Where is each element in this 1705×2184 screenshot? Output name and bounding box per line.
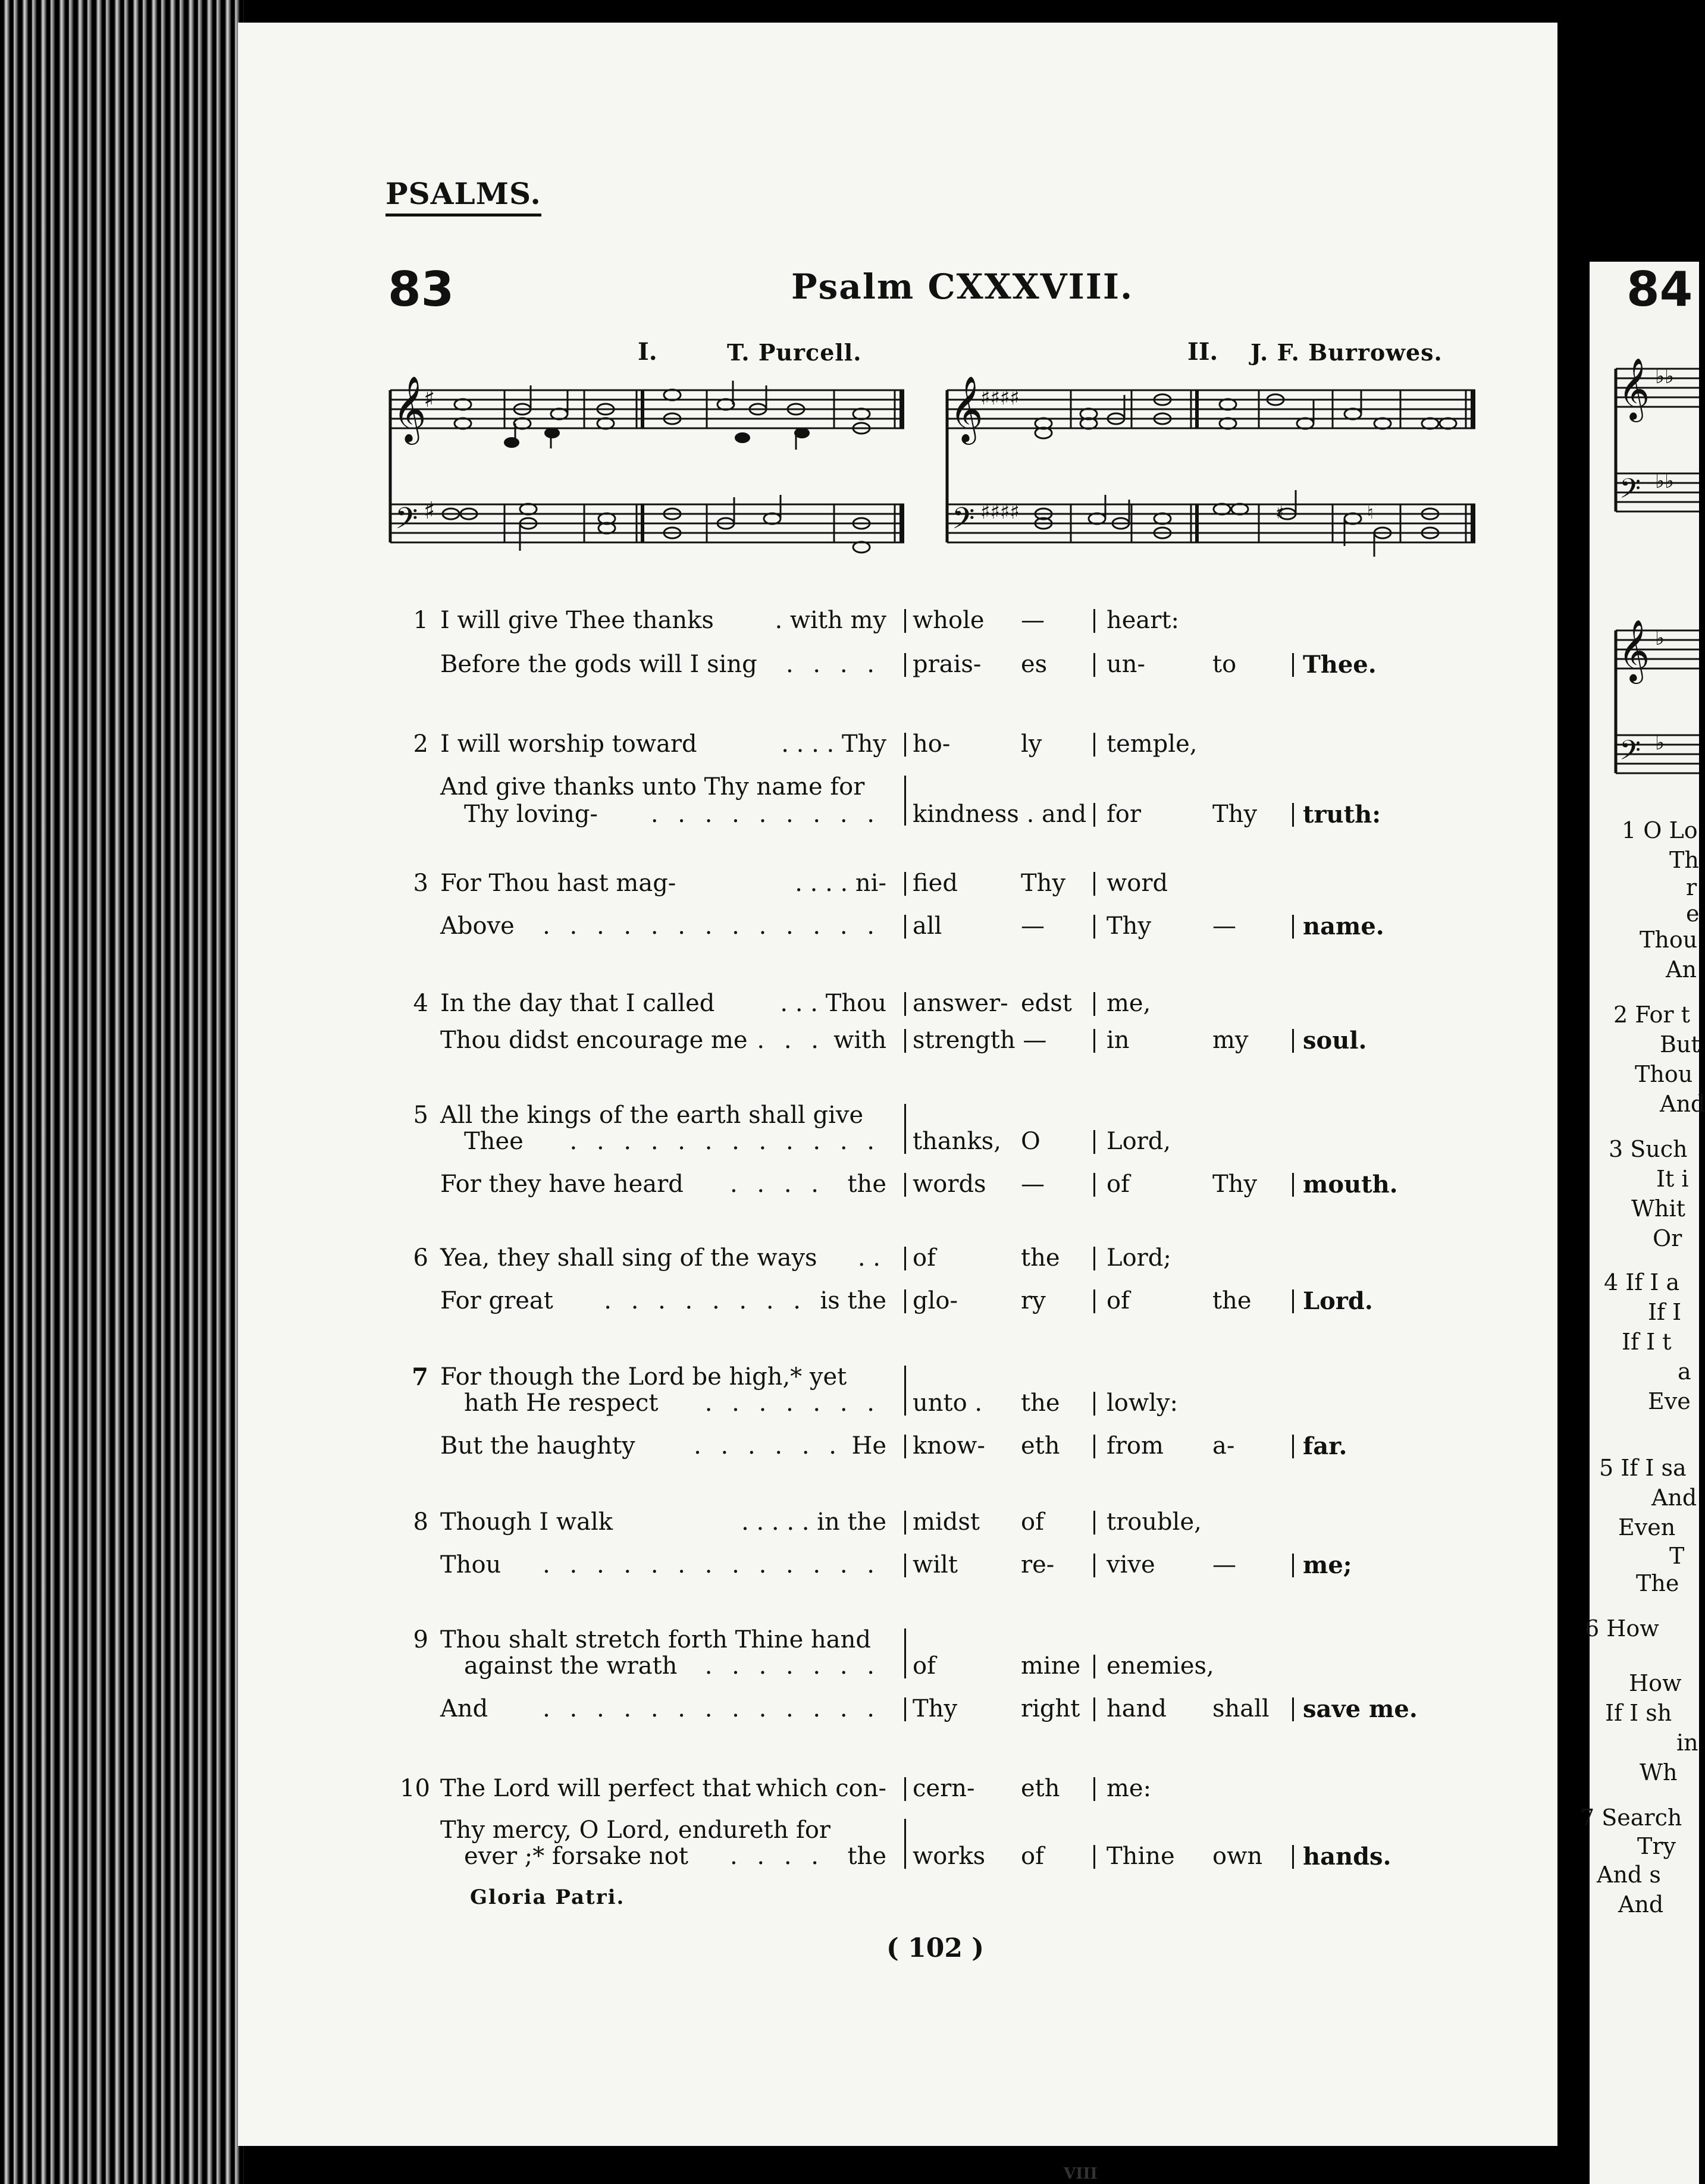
verse-col-4: to (1212, 651, 1237, 678)
tune-composer-1: T. Purcell. (727, 339, 862, 366)
right-text-line: Thou (1640, 927, 1698, 953)
svg-text:♯: ♯ (1275, 503, 1284, 523)
right-text-line: 7 Search (1580, 1805, 1682, 1831)
right-text-line: But (1660, 1031, 1700, 1058)
verse-line-lead: Though I walk (440, 1508, 613, 1536)
verse-col-3: from (1107, 1432, 1164, 1460)
musical-score-tune-1 (385, 375, 909, 575)
verse-col-3: word (1107, 870, 1168, 897)
verse-line-pretone: . . . . Thy (781, 730, 886, 758)
verse-number: 7 (412, 1363, 428, 1391)
svg-text:♮: ♮ (1367, 503, 1374, 523)
page-folio: ( 102 ) (886, 1933, 985, 1963)
verse-col-3: trouble, (1107, 1508, 1202, 1536)
verse-line-lead: against the wrath (464, 1652, 678, 1680)
svg-text:𝄞: 𝄞 (949, 375, 983, 442)
verse-line-dots: . . . . (785, 651, 880, 678)
verse-line-pretone: . . . Thou (780, 990, 886, 1017)
verse-col-1: strength — (913, 1027, 1047, 1054)
verse-col-2: of (1021, 1843, 1044, 1870)
verse-line-lead: For great (440, 1287, 553, 1314)
verse-line-lead: I will give Thee thanks (440, 607, 714, 634)
verse-col-2: es (1021, 651, 1048, 678)
right-text-line: Try (1637, 1833, 1676, 1859)
verse-col-5: Thee. (1303, 651, 1377, 679)
svg-text:♯♯♯♯: ♯♯♯♯ (980, 386, 1020, 410)
verse-col-3: enemies, (1107, 1652, 1214, 1680)
verse-col-1: of (913, 1652, 936, 1680)
right-text-line: Wh (1640, 1759, 1678, 1786)
verse-line-lead: But the haughty (440, 1432, 635, 1460)
verse-col-2: O (1021, 1128, 1040, 1155)
right-text-line: How (1629, 1670, 1682, 1696)
right-text-line: 1 O Lo (1622, 817, 1698, 843)
verse-col-2: the (1021, 1244, 1060, 1272)
verse-line-pretone: is the (820, 1287, 886, 1314)
right-text-line: Or (1653, 1225, 1682, 1251)
verse-col-1: know- (913, 1432, 985, 1460)
verse-line-overflow: All the kings of the earth shall give (440, 1102, 864, 1129)
right-text-line: It i (1656, 1166, 1689, 1192)
verse-line-pretone: with (833, 1027, 886, 1054)
verse-line-dots: . . . . (729, 1843, 825, 1870)
verse-line-pretone: . . . . ni- (795, 870, 886, 897)
verse-line-pretone: . . . . . in the (741, 1508, 886, 1536)
verse-col-4: a- (1212, 1432, 1235, 1460)
musical-score-tune-2 (942, 375, 1481, 575)
verse-col-5: me; (1303, 1551, 1352, 1579)
verse-col-3: Lord, (1107, 1128, 1171, 1155)
svg-text:𝄢: 𝄢 (1619, 473, 1641, 512)
verse-number: 10 (400, 1775, 430, 1802)
tune-numeral-1: I. (638, 338, 657, 366)
verse-col-5: name. (1303, 912, 1384, 940)
right-text-line: And (1618, 1891, 1664, 1918)
verse-number: 1 (413, 607, 428, 634)
right-text-line: 4 If I a (1604, 1269, 1680, 1295)
verse-col-1: thanks, (913, 1128, 1001, 1155)
verse-col-1: fied (913, 870, 958, 897)
verse-col-1: midst (913, 1508, 980, 1536)
verse-col-1: kindness . and (913, 801, 1087, 828)
verse-col-3: un- (1107, 651, 1146, 678)
verse-col-4: — (1212, 1551, 1236, 1579)
svg-text:𝄞: 𝄞 (1618, 619, 1650, 682)
verse-col-2: — (1021, 1171, 1045, 1198)
verse-line-lead: hath He respect (464, 1389, 659, 1417)
verse-line-lead: Thou didst encourage me (440, 1027, 748, 1054)
verse-col-3: heart: (1107, 607, 1179, 634)
verse-number: 8 (413, 1508, 428, 1536)
verse-line-dots: . . . . . . . (704, 1652, 880, 1680)
verse-line-pretone: He (851, 1432, 886, 1460)
verse-line-overflow: Thy mercy, O Lord, endureth for (440, 1816, 831, 1844)
verse-line-pretone: the (847, 1843, 886, 1870)
svg-text:♭♭: ♭♭ (1655, 469, 1675, 493)
verse-col-4: my (1212, 1027, 1249, 1054)
verse-line-dots: . . . . . . . . (604, 1287, 807, 1314)
verse-number: 3 (413, 870, 428, 897)
verse-col-3: me: (1107, 1775, 1152, 1802)
right-text-line: The (1636, 1570, 1679, 1596)
verse-line-pretone: . with my (775, 607, 886, 634)
verse-col-2: — (1021, 912, 1045, 940)
right-text-line: And (1651, 1485, 1697, 1511)
svg-text:𝄢: 𝄢 (1619, 735, 1641, 773)
verse-col-3: temple, (1107, 730, 1198, 758)
svg-text:𝄞: 𝄞 (1618, 357, 1650, 420)
verse-col-2: right (1021, 1695, 1080, 1722)
verse-col-1: glo- (913, 1287, 958, 1314)
psalm-number: 83 (388, 262, 455, 317)
right-psalm-number: 84 (1626, 262, 1693, 317)
right-text-line: Whit (1631, 1195, 1685, 1222)
verse-col-2: edst (1021, 990, 1072, 1017)
verse-line-dots: . . . . . . . . . . . . . (543, 1551, 880, 1579)
verse-col-3: me, (1107, 990, 1151, 1017)
verse-col-3: in (1107, 1027, 1130, 1054)
verse-col-4: Thy (1212, 801, 1258, 828)
verse-line-lead: Before the gods will I sing (440, 651, 757, 678)
verse-col-1: ho- (913, 730, 951, 758)
verse-line-lead: Thee (464, 1128, 524, 1155)
right-musical-score-2 (1613, 619, 1699, 785)
right-text-line: 3 Such (1609, 1136, 1688, 1162)
right-text-line: And (1660, 1091, 1705, 1117)
verse-col-3: of (1107, 1171, 1130, 1198)
verse-number: 6 (413, 1244, 428, 1272)
tune-composer-2: J. F. Burrowes. (1250, 339, 1443, 366)
verse-col-4: Thy (1212, 1171, 1258, 1198)
verse-col-2: the (1021, 1389, 1060, 1417)
verse-col-2: ly (1021, 730, 1042, 758)
verse-line-lead: For Thou hast mag- (440, 870, 676, 897)
verse-number: 2 (413, 730, 428, 758)
verse-line-dots: . . . . . . . . . . . . . (543, 1695, 880, 1722)
svg-text:𝄞: 𝄞 (393, 375, 427, 442)
verse-line-overflow: For though the Lord be high,* yet (440, 1363, 847, 1391)
verse-line-dots: . . . . . . . . . . . . . (543, 912, 880, 940)
right-text-line: If I t (1622, 1329, 1672, 1355)
right-text-line: a (1678, 1358, 1691, 1385)
verse-line-lead: Thy loving- (464, 801, 598, 828)
verse-col-5: save me. (1303, 1695, 1418, 1723)
verse-col-1: whole (913, 607, 985, 634)
verse-col-1: Thy (913, 1695, 958, 1722)
svg-text:𝄢: 𝄢 (952, 501, 975, 543)
verse-col-5: mouth. (1303, 1171, 1398, 1198)
right-text-line: in (1676, 1730, 1698, 1756)
verse-col-2: eth (1021, 1775, 1060, 1802)
right-text-line: Th (1669, 847, 1699, 873)
verse-col-4: — (1212, 912, 1236, 940)
verse-col-2: Thy (1021, 870, 1066, 897)
verse-line-lead: The Lord will perfect that (440, 1775, 751, 1802)
right-text-line: 6 How (1585, 1615, 1659, 1642)
gloria-patri: Gloria Patri. (470, 1885, 625, 1909)
verse-line-overflow: Thou shalt stretch forth Thine hand (440, 1626, 871, 1653)
verse-col-3: of (1107, 1287, 1130, 1314)
verse-col-1: unto . (913, 1389, 983, 1417)
verse-line-lead: In the day that I called (440, 990, 715, 1017)
svg-text:♭: ♭ (1655, 626, 1665, 650)
verse-line-dots: . . . . . . . . . . . . (569, 1128, 880, 1155)
right-text-line: And s (1597, 1862, 1661, 1888)
svg-text:♭♭: ♭♭ (1655, 365, 1675, 388)
verse-line-lead: Thou (440, 1551, 502, 1579)
verse-line-pretone: . which con- (741, 1775, 886, 1802)
verse-line-dots: . . . (757, 1027, 825, 1054)
right-text-line: An (1666, 956, 1697, 983)
book-page-edges (0, 0, 244, 2184)
tune-numeral-2: II. (1187, 338, 1218, 366)
right-text-line: e (1686, 900, 1700, 927)
right-text-line: r (1686, 874, 1697, 900)
verse-line-overflow: And give thanks unto Thy name for (440, 773, 865, 801)
right-musical-score-1 (1613, 357, 1699, 523)
verse-col-2: mine (1021, 1652, 1081, 1680)
verse-line-lead: And (440, 1695, 488, 1722)
verse-col-2: ry (1021, 1287, 1046, 1314)
verse-col-1: all (913, 912, 942, 940)
verse-col-1: words (913, 1171, 986, 1198)
verse-number: 9 (413, 1626, 428, 1653)
verse-col-3: Thine (1107, 1843, 1175, 1870)
verse-line-lead: Above (440, 912, 515, 940)
verse-col-5: hands. (1303, 1843, 1391, 1871)
psalm-title: Psalm CXXXVIII. (791, 266, 1134, 307)
verse-col-4: own (1212, 1843, 1263, 1870)
right-text-line: If I (1648, 1299, 1682, 1325)
right-text-line: 5 If I sa (1599, 1455, 1687, 1481)
verse-col-3: hand (1107, 1695, 1167, 1722)
right-text-line: Eve (1648, 1388, 1691, 1414)
verse-line-lead: Yea, they shall sing of the ways (440, 1244, 817, 1272)
verse-col-1: of (913, 1244, 936, 1272)
verse-col-3: Lord; (1107, 1244, 1171, 1272)
verse-col-1: answer- (913, 990, 1008, 1017)
verse-col-1: works (913, 1843, 986, 1870)
right-text-line: Thou (1635, 1061, 1693, 1087)
right-text-line: If I sh (1605, 1700, 1672, 1726)
verse-line-dots: . . . . . . . (704, 1389, 880, 1417)
verse-col-1: prais- (913, 651, 982, 678)
verse-col-5: truth: (1303, 801, 1381, 829)
verse-col-5: soul. (1303, 1027, 1367, 1055)
verse-col-3: Thy (1107, 912, 1152, 940)
verse-line-lead: ever ;* forsake not (464, 1843, 688, 1870)
verse-line-pretone: the (847, 1171, 886, 1198)
svg-text:♯♯♯♯: ♯♯♯♯ (980, 500, 1020, 524)
verse-line-pretone: . . (857, 1244, 880, 1272)
verse-col-2: — (1021, 607, 1045, 634)
verse-line-dots: . . . . . . (694, 1432, 842, 1460)
verse-number: 5 (413, 1102, 428, 1129)
verse-col-4: the (1212, 1287, 1252, 1314)
svg-text:♭: ♭ (1655, 731, 1665, 755)
running-head: PSALMS. (385, 176, 541, 216)
verse-col-5: Lord. (1303, 1287, 1373, 1315)
verse-line-lead: For they have heard (440, 1171, 684, 1198)
signature-mark: VIII (1064, 2165, 1098, 2183)
verse-col-3: for (1107, 801, 1142, 828)
verse-col-1: cern- (913, 1775, 975, 1802)
verse-col-1: wilt (913, 1551, 958, 1579)
verse-col-4: shall (1212, 1695, 1270, 1722)
verse-col-3: lowly: (1107, 1389, 1178, 1417)
verse-col-5: far. (1303, 1432, 1347, 1460)
verse-col-2: of (1021, 1508, 1044, 1536)
svg-text:𝄢: 𝄢 (395, 501, 418, 543)
verse-col-3: vive (1107, 1551, 1155, 1579)
verse-line-dots: . . . . . . . . . (650, 801, 880, 828)
svg-text:♯: ♯ (424, 385, 435, 413)
verse-col-2: re- (1021, 1551, 1055, 1579)
right-text-line: Even (1618, 1514, 1676, 1540)
verse-line-dots: . . . . (729, 1171, 825, 1198)
verse-line-lead: I will worship toward (440, 730, 697, 758)
verse-number: 4 (413, 990, 428, 1017)
right-text-line: 2 For t (1613, 1002, 1690, 1028)
right-text-line: T (1669, 1543, 1685, 1569)
verse-col-2: eth (1021, 1432, 1060, 1460)
svg-text:♯: ♯ (424, 497, 435, 525)
